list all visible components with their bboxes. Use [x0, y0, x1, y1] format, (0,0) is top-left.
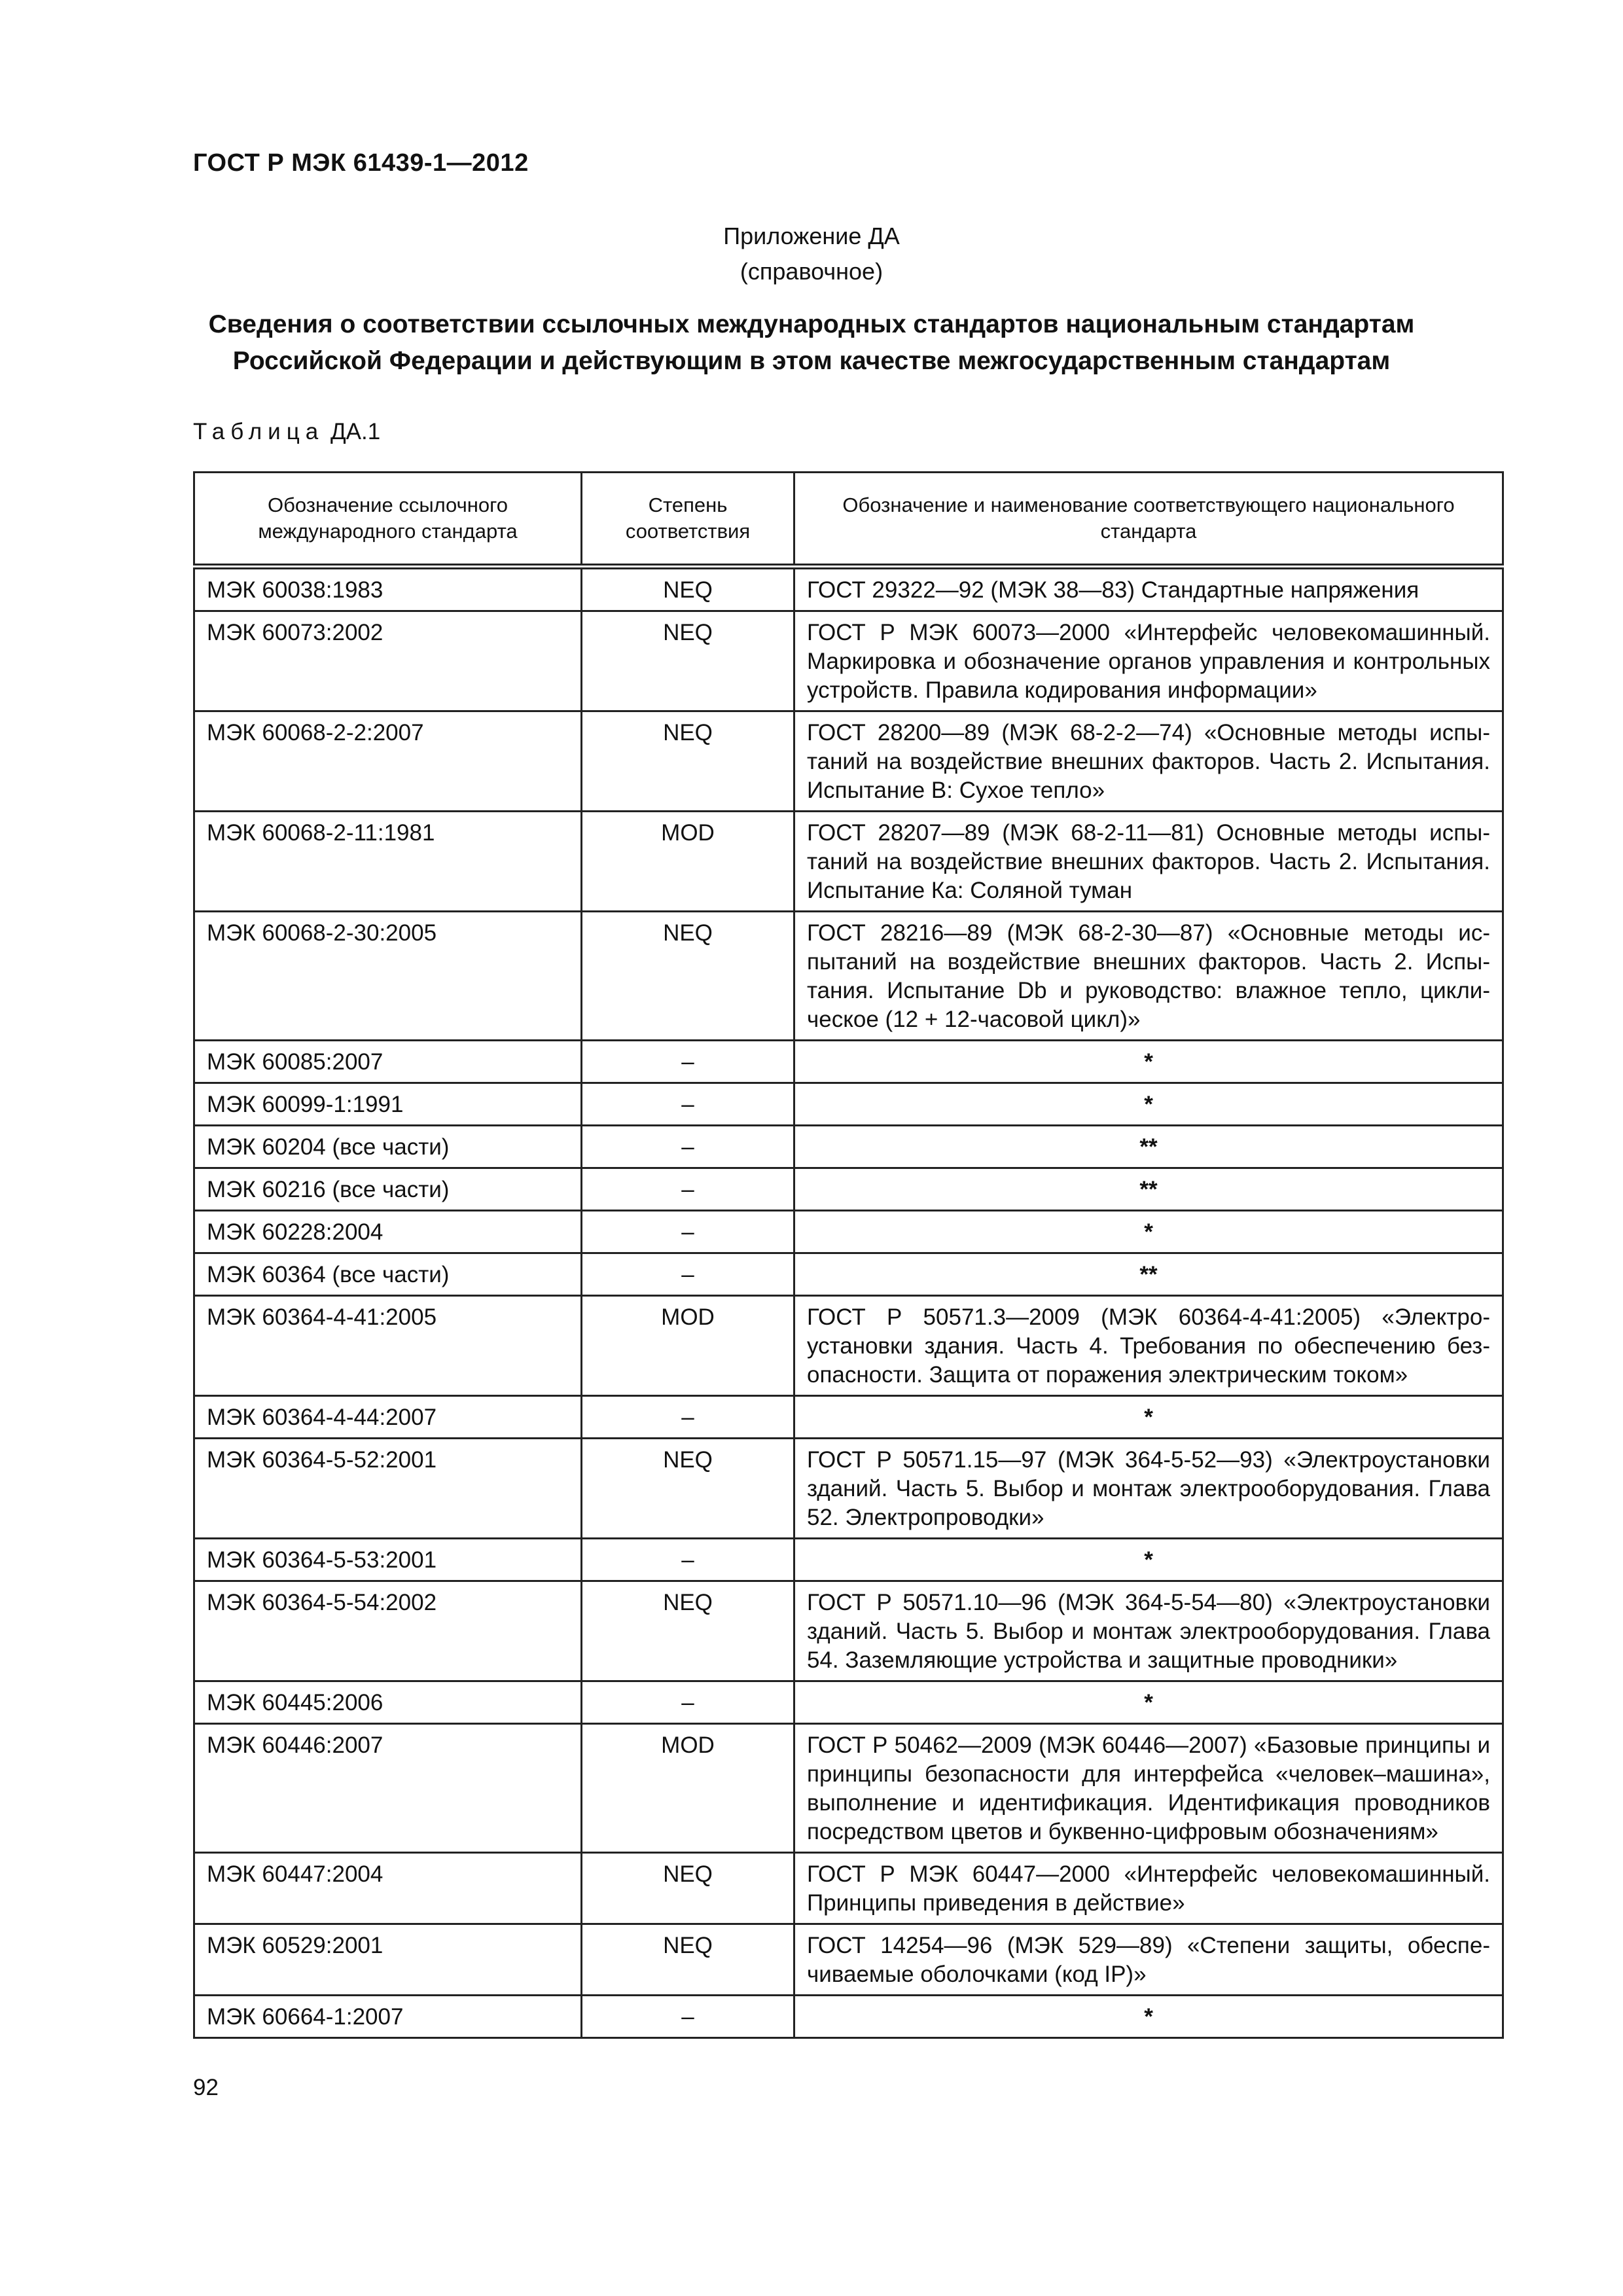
document-code-header: ГОСТ Р МЭК 61439-1—2012 — [193, 149, 529, 177]
degree-cell: – — [582, 1211, 794, 1253]
international-standard-cell: МЭК 60216 (все части) — [194, 1168, 582, 1211]
degree-cell: NEQ — [582, 1581, 794, 1681]
international-standard-cell: МЭК 60073:2002 — [194, 611, 582, 711]
international-standard-cell: МЭК 60068-2-30:2005 — [194, 912, 582, 1041]
degree-cell: – — [582, 1996, 794, 2038]
international-standard-cell: МЭК 60364-5-54:2002 — [194, 1581, 582, 1681]
annex-title: Приложение ДА — [723, 223, 900, 249]
national-standard-cell: ГОСТ 28216—89 (МЭК 68-2-30—87) «Основные методы испытаний на воздействие внешних факторов. Часть 2. Испытания. Испытание Db и руководство: влажное тепло, циклическое (12 + 12-часовой цикл)» — [794, 912, 1503, 1041]
table-row — [194, 912, 1503, 1041]
international-standard-cell: МЭК 60529:2001 — [194, 1924, 582, 1996]
degree-cell: – — [582, 1168, 794, 1211]
degree-cell: – — [582, 1126, 794, 1168]
international-standard-cell: МЭК 60364-5-52:2001 — [194, 1439, 582, 1539]
table-row — [194, 611, 1503, 711]
column-header-degree: Степень соответствия — [582, 473, 794, 567]
degree-cell: – — [582, 1681, 794, 1724]
international-standard-cell: МЭК 60447:2004 — [194, 1853, 582, 1924]
national-standard-cell: ГОСТ Р 50571.15—97 (МЭК 364-5-52—93) «Электроустановки зданий. Часть 5. Выбор и монтаж электрооборудования. Глава 52. Электропроводки» — [794, 1439, 1503, 1539]
national-standard-cell: ГОСТ 29322—92 (МЭК 38—83) Стандартные напряжения — [794, 567, 1503, 611]
national-standard-cell: ** — [794, 1253, 1503, 1296]
degree-cell: – — [582, 1083, 794, 1126]
international-standard-cell: МЭК 60099-1:1991 — [194, 1083, 582, 1126]
international-standard-cell: МЭК 60228:2004 — [194, 1211, 582, 1253]
degree-cell: – — [582, 1041, 794, 1083]
international-standard-cell: МЭК 60446:2007 — [194, 1724, 582, 1853]
international-standard-cell: МЭК 60085:2007 — [194, 1041, 582, 1083]
column-header-international-standard: Обозначение ссылочного международного стандарта — [194, 473, 582, 567]
table-row — [194, 1724, 1503, 1853]
international-standard-cell: МЭК 60364 (все части) — [194, 1253, 582, 1296]
international-standard-cell: МЭК 60364-4-41:2005 — [194, 1296, 582, 1396]
national-standard-cell: ГОСТ Р 50462—2009 (МЭК 60446—2007) «Базовые принципы и принципы безопасности для интерфейса «человек–машина», выполнение и идентификация. Идентификация проводников посредством цветов и буквенно-цифровым обозначениям» — [794, 1724, 1503, 1853]
national-standard-cell: * — [794, 1681, 1503, 1724]
national-standard-cell: * — [794, 1211, 1503, 1253]
table-row — [194, 1253, 1503, 1296]
table-body — [194, 567, 1503, 2038]
degree-cell: – — [582, 1253, 794, 1296]
table-row — [194, 1996, 1503, 2038]
degree-cell: NEQ — [582, 611, 794, 711]
table-row — [194, 1539, 1503, 1581]
table-row — [194, 1853, 1503, 1924]
degree-cell: NEQ — [582, 1924, 794, 1996]
table-row — [194, 1126, 1503, 1168]
degree-cell: NEQ — [582, 912, 794, 1041]
table-row — [194, 1211, 1503, 1253]
table-row — [194, 1681, 1503, 1724]
column-header-national-standard: Обозначение и наименование соответствующего национального стандарта — [794, 473, 1503, 567]
degree-cell: MOD — [582, 1296, 794, 1396]
international-standard-cell: МЭК 60068-2-11:1981 — [194, 812, 582, 912]
table-row — [194, 1581, 1503, 1681]
section-heading — [170, 306, 1453, 380]
international-standard-cell: МЭК 60038:1983 — [194, 567, 582, 611]
national-standard-cell: ГОСТ Р МЭК 60073—2000 «Интерфейс человекомашинный. Маркировка и обозначение органов управления и контрольных устройств. Правила кодирования информации» — [794, 611, 1503, 711]
degree-cell: NEQ — [582, 1439, 794, 1539]
international-standard-cell: МЭК 60445:2006 — [194, 1681, 582, 1724]
degree-cell: NEQ — [582, 1853, 794, 1924]
annex-kind: (справочное) — [740, 258, 883, 285]
table-caption-number: ДА.1 — [330, 419, 381, 444]
national-standard-cell: * — [794, 1041, 1503, 1083]
table-row — [194, 812, 1503, 912]
table-row — [194, 1296, 1503, 1396]
table-row — [194, 1396, 1503, 1439]
table-caption — [193, 419, 380, 445]
section-heading-line-2: Российской Федерации и действующим в этом качестве межгосударственным стандартам — [232, 347, 1391, 375]
degree-cell: NEQ — [582, 567, 794, 611]
table-caption-prefix: Таблица — [193, 419, 325, 444]
national-standard-cell: ** — [794, 1168, 1503, 1211]
table-header-row — [194, 473, 1503, 567]
degree-cell: – — [582, 1396, 794, 1439]
international-standard-cell: МЭК 60364-5-53:2001 — [194, 1539, 582, 1581]
table-row — [194, 1083, 1503, 1126]
page-number: 92 — [193, 2075, 219, 2100]
international-standard-cell: МЭК 60204 (все части) — [194, 1126, 582, 1168]
degree-cell: MOD — [582, 812, 794, 912]
standards-correspondence-table — [193, 471, 1504, 2039]
international-standard-cell: МЭК 60364-4-44:2007 — [194, 1396, 582, 1439]
table-row — [194, 711, 1503, 812]
degree-cell: MOD — [582, 1724, 794, 1853]
national-standard-cell: ГОСТ Р МЭК 60447—2000 «Интерфейс человекомашинный. Принципы приведения в действие» — [794, 1853, 1503, 1924]
table-row — [194, 1439, 1503, 1539]
table-row — [194, 1041, 1503, 1083]
national-standard-cell: ГОСТ 28200—89 (МЭК 68-2-2—74) «Основные методы испытаний на воздействие внешних факторов. Часть 2. Испытания. Испытание В: Сухое тепло» — [794, 711, 1503, 812]
national-standard-cell: * — [794, 1539, 1503, 1581]
degree-cell: – — [582, 1539, 794, 1581]
table-row — [194, 1168, 1503, 1211]
national-standard-cell: * — [794, 1396, 1503, 1439]
table-row — [194, 567, 1503, 611]
international-standard-cell: МЭК 60068-2-2:2007 — [194, 711, 582, 812]
national-standard-cell: ГОСТ 28207—89 (МЭК 68-2-11—81) Основные методы испытаний на воздействие внешних факторов. Часть 2. Испытания. Испытание Ка: Соляной туман — [794, 812, 1503, 912]
national-standard-cell: ГОСТ Р 50571.10—96 (МЭК 364-5-54—80) «Электроустановки зданий. Часть 5. Выбор и монтаж электрооборудования. Глава 54. Заземляющие устройства и защитные проводники» — [794, 1581, 1503, 1681]
international-standard-cell: МЭК 60664-1:2007 — [194, 1996, 582, 2038]
national-standard-cell: ** — [794, 1126, 1503, 1168]
table-row — [194, 1924, 1503, 1996]
section-heading-line-1: Сведения о соответствии ссылочных международных стандартов национальным стандартам — [208, 310, 1415, 338]
national-standard-cell: ГОСТ Р 50571.3—2009 (МЭК 60364-4-41:2005) «Электроустановки здания. Часть 4. Требования по обеспечению безопасности. Защита от поражения электрическим током» — [794, 1296, 1503, 1396]
national-standard-cell: * — [794, 1083, 1503, 1126]
national-standard-cell: * — [794, 1996, 1503, 2038]
degree-cell: NEQ — [582, 711, 794, 812]
national-standard-cell: ГОСТ 14254—96 (МЭК 529—89) «Степени защиты, обеспечиваемые оболочками (код IP)» — [794, 1924, 1503, 1996]
